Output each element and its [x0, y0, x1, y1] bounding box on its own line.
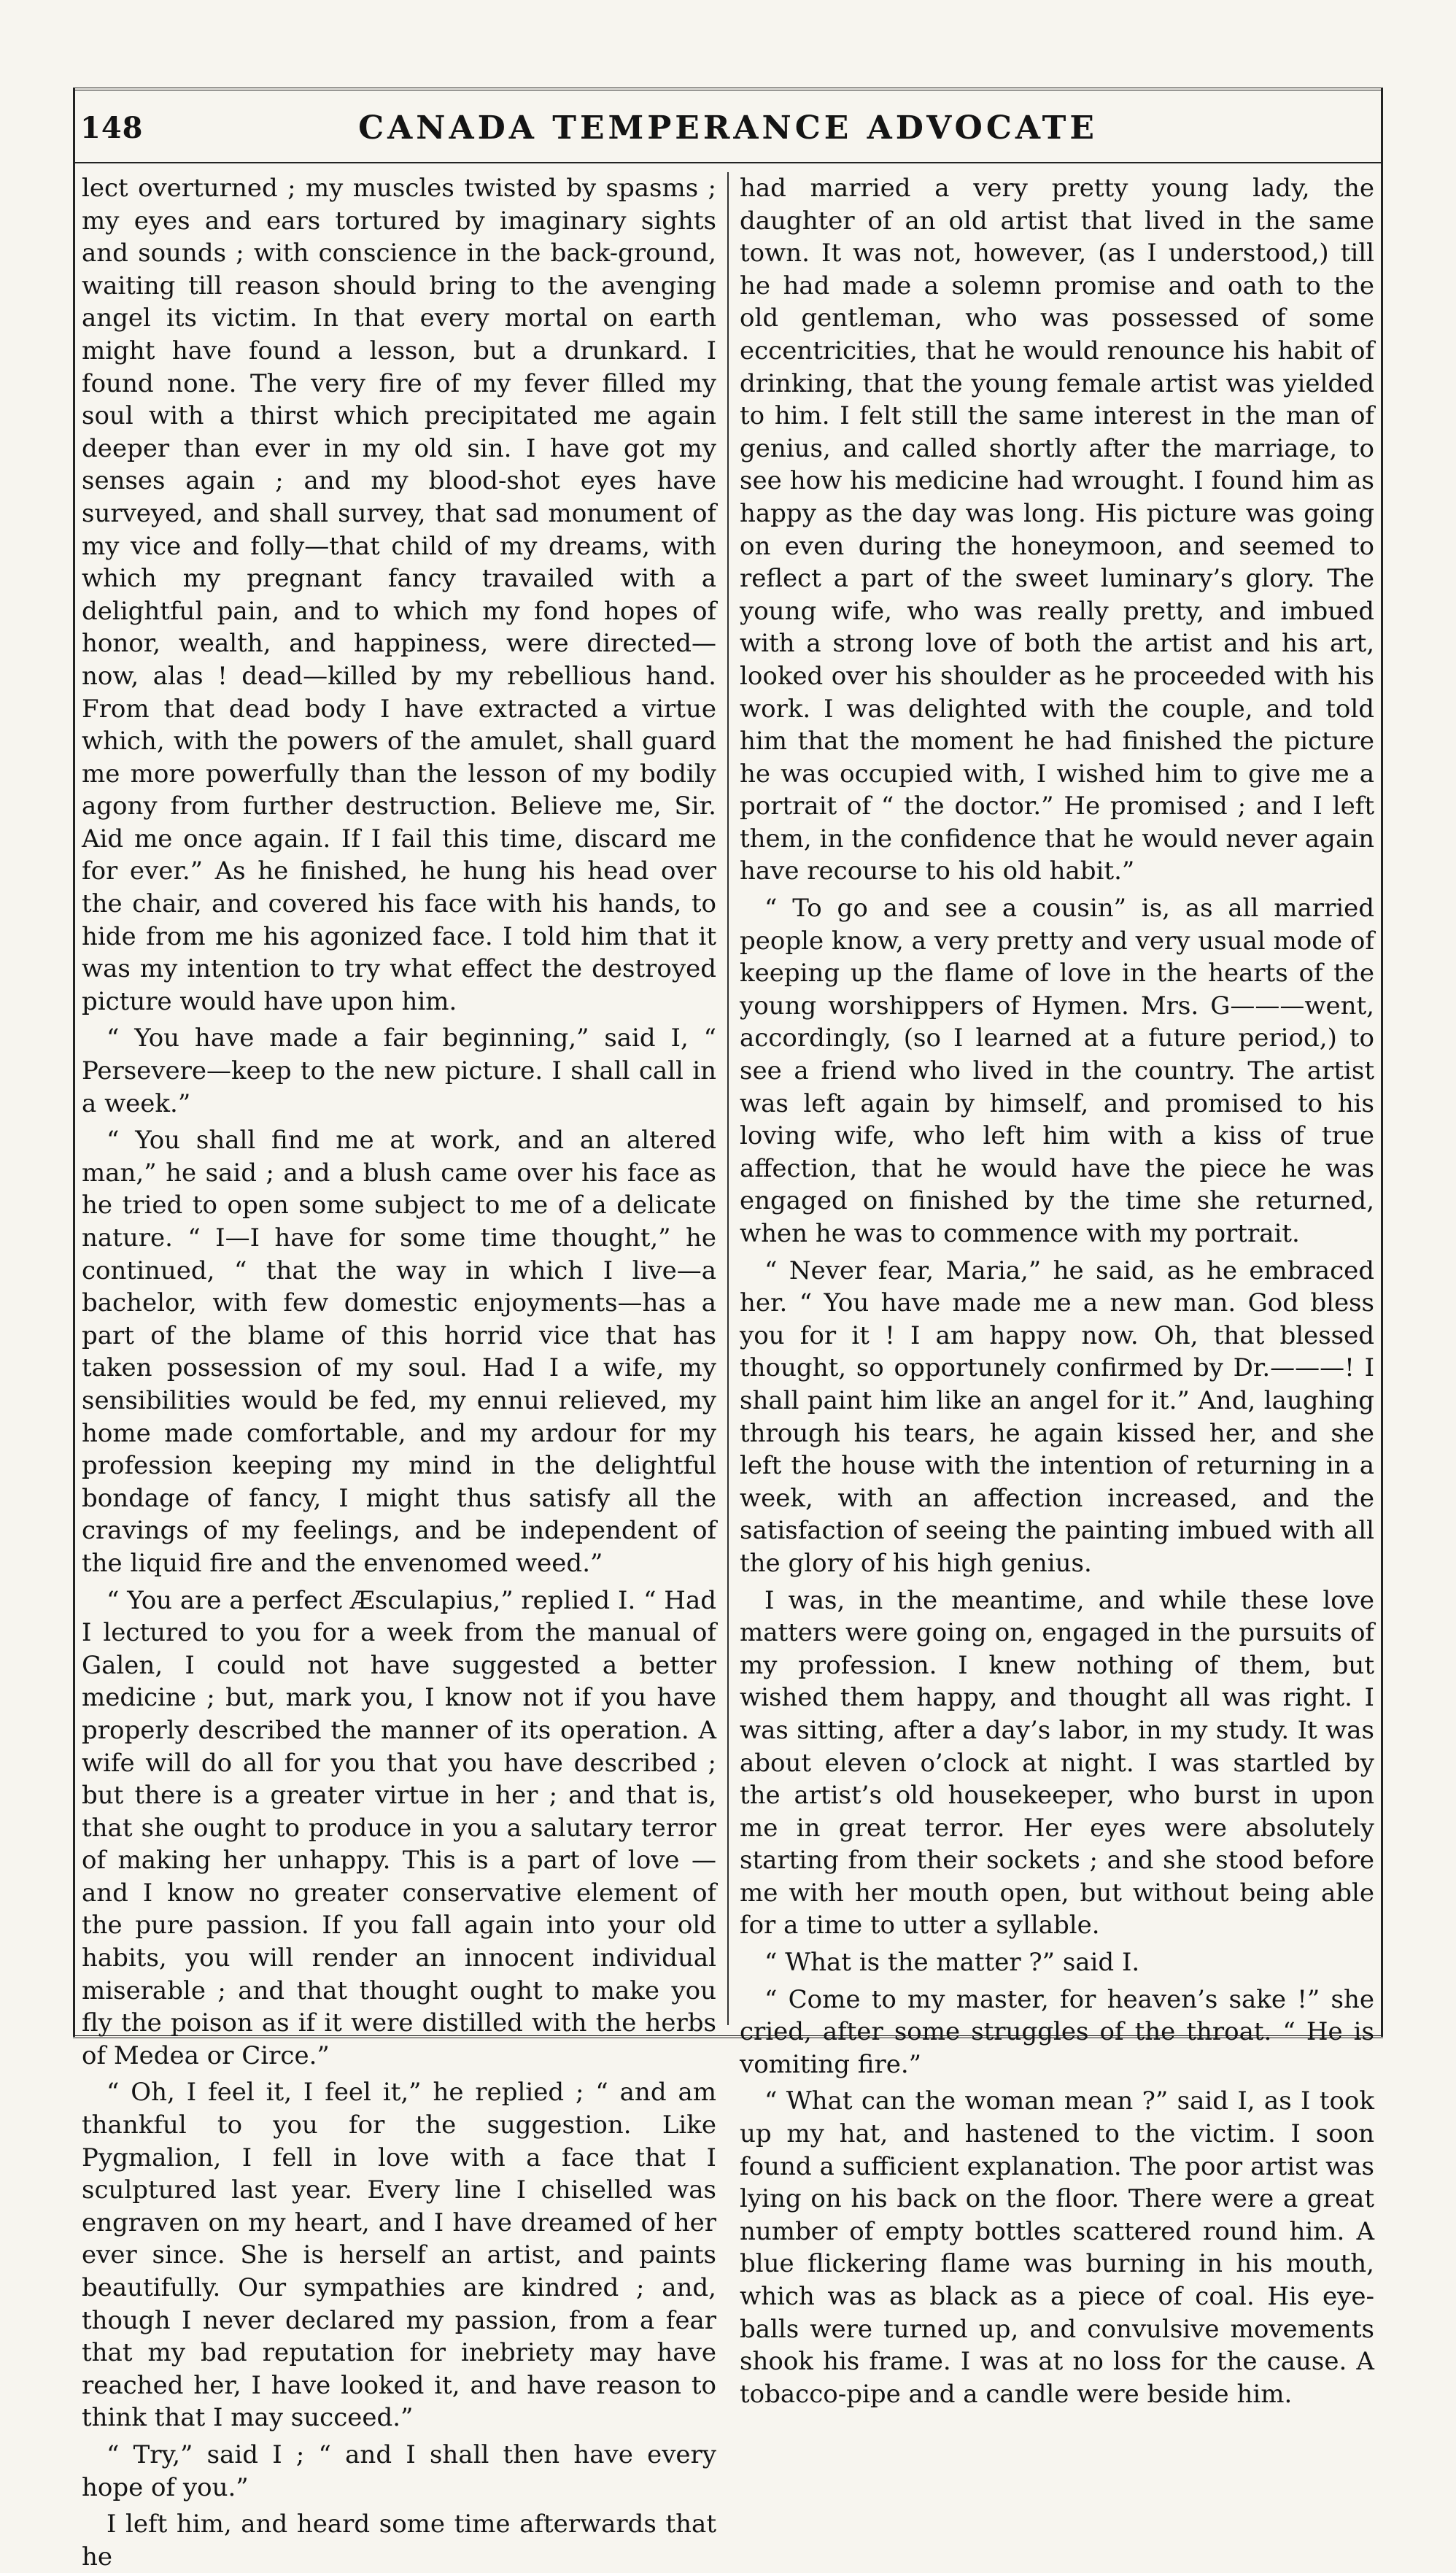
running-header — [80, 102, 1376, 153]
page-number: 148 — [80, 110, 144, 145]
left-border — [73, 88, 75, 2037]
paragraph: “ What can the woman mean ?” said I, as I took up my hat, and hastened to the victim. I soon found a sufficient explanation. The poor artist was lying on his back on the floor. There were a great number of empty bottles scattered round him. A blue flickering flame was burning in his mouth, which was as black as a piece of coal. His eye-balls were turned up, and convulsive movements shook his frame. I was at no loss for the cause. A tobacco-pipe and a candle were beside him. — [740, 2086, 1374, 2409]
left-column — [82, 172, 716, 2572]
header-rule — [73, 162, 1383, 163]
right-column — [740, 172, 1374, 2409]
paragraph: “ You have made a fair beginning,” said I, “ Persevere—keep to the new picture. I shall call in a week.” — [82, 1024, 716, 1118]
paragraph: “ You are a perfect Æsculapius,” replied I. “ Had I lectured to you for a week from the manual of Galen, I could not have suggested a better medicine ; but, mark you, I know not if you have properly described the manner of its operation. A wife will do all for you that you have described ; but there is a greater virtue in her ; and that is, that she ought to produce in you a salutary terror of making her unhappy. This is a part of love —and I know no greater conservative element of the pure passion. If you fall again into your old habits, you will render an innocent individual miserable ; and that thought ought to make you fly the poison as if it were distilled with the herbs of Medea or Circe.” — [82, 1585, 716, 2070]
paragraph: “ You shall find me at work, and an altered man,” he said ; and a blush came over his face as he tried to open some subject to me of a delicate nature. “ I—I have for some time thought,” he continued, “ that the way in which I live—a bachelor, with few domestic enjoyments—has a part of the blame of this horrid vice that has taken possession of my soul. Had I a wife, my sensibilities would be fed, my ennui relieved, my home made comfortable, and my ardour for my profession keeping my mind in the delightful bondage of fancy, I might thus satisfy all the cravings of my feelings, and be independent of the liquid fire and the envenomed weed.” — [82, 1126, 716, 1578]
top-double-rule — [73, 88, 1383, 90]
paragraph: “ Try,” said I ; “ and I shall then have every hope of you.” — [82, 2439, 716, 2502]
right-border — [1381, 88, 1383, 2037]
journal-title: CANADA TEMPERANCE ADVOCATE — [358, 109, 1098, 147]
text-columns — [82, 172, 1374, 2572]
paragraph: “ Oh, I feel it, I feel it,” he replied ; “ and am thankful to you for the suggestion. Like Pygmalion, I fell in love with a face that I sculptured last year. Every line I chiselled was engraven on my heart, and I have dreamed of her ever since. She is herself an artist, and paints beautifully. Our sympathies are kindred ; and, though I never declared my passion, from a fear that my bad reputation for inebriety may have reached her, I have looked it, and have reason to think that I may succeed.” — [82, 2078, 716, 2433]
paragraph: “ Come to my master, for heaven’s sake !” she cried, after some struggles of the throat. “ He is vomiting fire.” — [740, 1984, 1374, 2079]
paragraph: had married a very pretty young lady, the daughter of an old artist that lived in the same town. It was not, however, (as I understood,) till he had made a solemn promise and oath to the old gentleman, who was possessed of some eccentricities, that he would renounce his habit of drinking, that the young female artist was yielded to him. I felt still the same interest in the man of genius, and called shortly after the marriage, to see how his medicine had wrought. I found him as happy as the day was long. His picture was going on even during the honeymoon, and seemed to reflect a part of the sweet luminary’s glory. The young wife, who was really pretty, and imbued with a strong love of both the artist and his art, looked over his shoulder as he proceeded with his work. I was delighted with the couple, and told him that the moment he had finished the picture he was occupied with, I wished him to give me a portrait of “ the doctor.” He promised ; and I left them, in the confidence that he would never again have recourse to his old habit.” — [740, 174, 1374, 886]
column-divider — [727, 172, 729, 2025]
paragraph: “ What is the matter ?” said I. — [764, 1948, 1140, 1978]
paragraph: I was, in the meantime, and while these love matters were going on, engaged in the pursuits of my profession. I knew nothing of them, but wished them happy, and thought all was right. I was sitting, after a day’s labor, in my study. It was about eleven o’clock at night. I was startled by the artist’s old housekeeper, who burst in upon me in great terror. Her eyes were absolutely starting from their sockets ; and she stood before me with her mouth open, but without being able for a time to utter a syllable. — [740, 1585, 1374, 1941]
paragraph: “ To go and see a cousin” is, as all married people know, a very pretty and very usual mode of keeping up the flame of love in the hearts of the young worshippers of Hymen. Mrs. G———went, accordingly, (so I learned at a future period,) to see a friend who lived in the country. The artist was left again by himself, and promised to his loving wife, who left him with a kiss of true affection, that he would have the piece he was engaged on finished by the time she returned, when he was to commence with my portrait. — [740, 894, 1374, 1248]
paragraph: lect overturned ; my muscles twisted by spasms ; my eyes and ears tortured by imaginary sights and sounds ; with conscience in the back-ground, waiting till reason should bring to the avenging angel its victim. In that every mortal on earth might have found a lesson, but a drunkard. I found none. The very fire of my fever filled my soul with a thirst which precipitated me again deeper than ever in my old sin. I have got my senses again ; and my blood-shot eyes have surveyed, and shall survey, that sad monument of my vice and folly—that child of my dreams, with which my pregnant fancy travailed with a delightful pain, and to which my fond hopes of honor, wealth, and happiness, were directed—now, alas ! dead—killed by my rebellious hand. From that dead body I have extracted a virtue which, with the powers of the amulet, shall guard me more powerfully than the lesson of my bodily agony from further destruction. Believe me, Sir. Aid me once again. If I fail this time, discard me for ever.” As he finished, he hung his head over the chair, and covered his face with his hands, to hide from me his agonized face. I told him that it was my intention to try what effect the destroyed picture would have upon him. — [82, 174, 716, 1016]
paragraph: “ Never fear, Maria,” he said, as he embraced her. “ You have made me a new man. God bless you for it ! I am happy now. Oh, that blessed thought, so opportunely confirmed by Dr.———! I shall paint him like an angel for it.” And, laughing through his tears, he again kissed her, and she left the house with the intention of returning in a week, with an affection increased, and the satisfaction of seeing the painting imbued with all the glory of his high genius. — [740, 1255, 1374, 1578]
paragraph: I left him, and heard some time afterwards that he — [82, 2510, 716, 2572]
